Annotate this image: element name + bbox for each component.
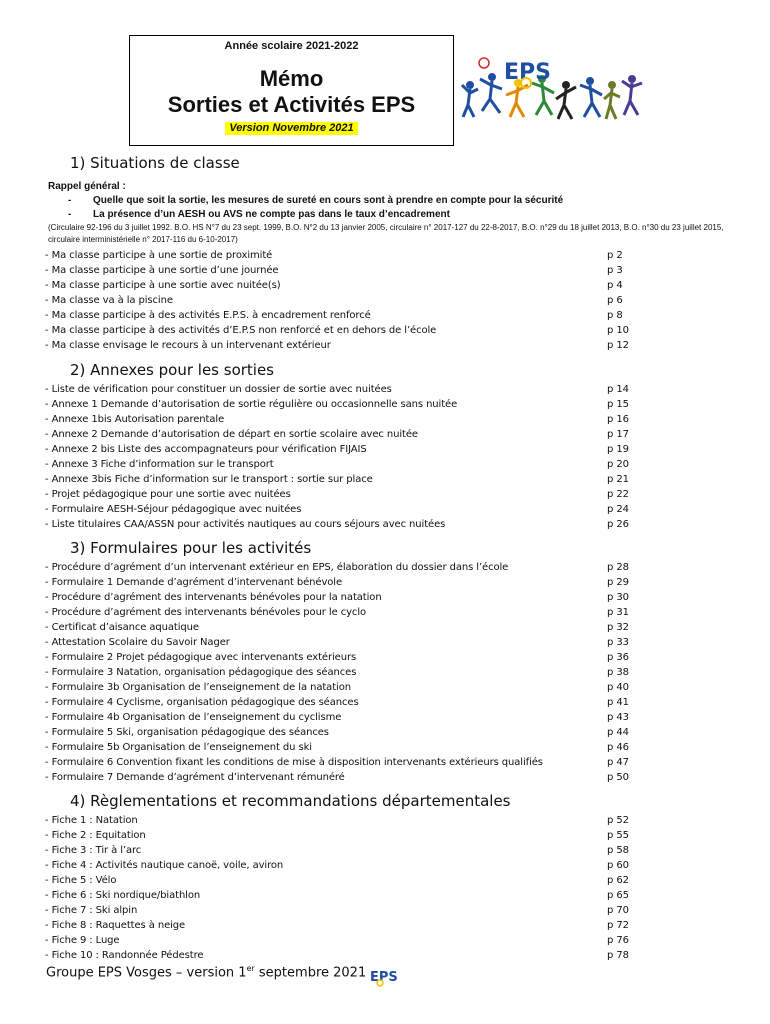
- toc-row: [45, 338, 645, 353]
- toc-page: p 55: [607, 830, 629, 841]
- toc-row: [45, 695, 645, 710]
- toc-row: [45, 487, 645, 502]
- toc-row: [45, 828, 645, 843]
- toc-row: [45, 442, 645, 457]
- section-1-list: [45, 248, 645, 353]
- toc-page: p 33: [607, 637, 629, 648]
- toc-page: p 78: [607, 950, 629, 961]
- toc-row: [45, 948, 645, 963]
- toc-page: p 19: [607, 444, 629, 455]
- section-2-list: [45, 382, 645, 532]
- toc-row: [45, 873, 645, 888]
- toc-page: p 43: [607, 712, 629, 723]
- toc-label: - Formulaire 7 Demande d’agrément d’intervenant rémunéré: [45, 772, 345, 783]
- toc-label: - Fiche 3 : Tir à l’arc: [45, 845, 142, 856]
- toc-label: - Liste de vérification pour constituer un dossier de sortie avec nuitées: [45, 384, 392, 395]
- toc-label: - Ma classe participe à des activités E.P.S. à encadrement renforcé: [45, 310, 371, 321]
- toc-row: [45, 412, 645, 427]
- school-year: Année scolaire 2021-2022: [224, 40, 359, 52]
- toc-label: - Procédure d’agrément des intervenants bénévoles pour la natation: [45, 592, 382, 603]
- toc-page: p 52: [607, 815, 629, 826]
- rappel-bullet: - Quelle que soit la sortie, les mesures de sureté en cours sont à prendre en compte pour la sécurité: [68, 195, 564, 206]
- toc-label: - Fiche 5 : Vélo: [45, 875, 117, 886]
- toc-label: - Formulaire 6 Convention fixant les conditions de mise à disposition intervenants extérieurs qualifiés: [45, 757, 543, 768]
- toc-page: p 22: [607, 489, 629, 500]
- toc-page: p 16: [607, 414, 629, 425]
- toc-page: p 6: [607, 295, 623, 306]
- toc-page: p 10: [607, 325, 629, 336]
- toc-row: [45, 457, 645, 472]
- toc-row: [45, 710, 645, 725]
- toc-page: p 65: [607, 890, 629, 901]
- toc-label: - Formulaire 1 Demande d’agrément d’intervenant bénévole: [45, 577, 343, 588]
- toc-row: [45, 560, 645, 575]
- toc-page: p 14: [607, 384, 629, 395]
- rappel-label: Rappel général :: [48, 181, 126, 192]
- toc-page: p 50: [607, 772, 629, 783]
- toc-label: - Annexe 2 bis Liste des accompagnateurs pour vérification FIJAIS: [45, 444, 367, 455]
- toc-page: p 60: [607, 860, 629, 871]
- toc-row: [45, 472, 645, 487]
- toc-row: [45, 888, 645, 903]
- toc-row: [45, 903, 645, 918]
- eps-logo: [460, 55, 650, 125]
- toc-label: - Ma classe va à la piscine: [45, 295, 173, 306]
- toc-label: - Fiche 10 : Randonnée Pédestre: [45, 950, 204, 961]
- toc-page: p 3: [607, 265, 623, 276]
- toc-row: [45, 308, 645, 323]
- toc-page: p 15: [607, 399, 629, 410]
- title-box: [129, 35, 454, 146]
- toc-row: [45, 933, 645, 948]
- toc-label: - Formulaire 2 Projet pédagogique avec intervenants extérieurs: [45, 652, 357, 663]
- version-badge: Version Novembre 2021: [225, 122, 357, 135]
- toc-page: p 20: [607, 459, 629, 470]
- toc-page: p 29: [607, 577, 629, 588]
- toc-row: [45, 278, 645, 293]
- toc-label: - Annexe 2 Demande d’autorisation de départ en sortie scolaire avec nuitée: [45, 429, 418, 440]
- toc-page: p 40: [607, 682, 629, 693]
- toc-page: p 46: [607, 742, 629, 753]
- logo-letters: EPS: [504, 60, 551, 85]
- toc-row: [45, 293, 645, 308]
- toc-page: p 28: [607, 562, 629, 573]
- toc-page: p 32: [607, 622, 629, 633]
- toc-page: p 72: [607, 920, 629, 931]
- toc-row: [45, 813, 645, 828]
- toc-label: - Formulaire 3b Organisation de l’enseignement de la natation: [45, 682, 351, 693]
- toc-row: [45, 590, 645, 605]
- toc-label: - Formulaire 5 Ski, organisation pédagogique des séances: [45, 727, 329, 738]
- toc-row: [45, 248, 645, 263]
- toc-label: - Formulaire AESH-Séjour pédagogique avec nuitées: [45, 504, 302, 515]
- toc-row: [45, 680, 645, 695]
- toc-label: - Annexe 1bis Autorisation parentale: [45, 414, 225, 425]
- toc-label: - Annexe 3bis Fiche d’information sur le transport : sortie sur place: [45, 474, 373, 485]
- toc-page: p 26: [607, 519, 629, 530]
- toc-label: - Fiche 2 : Equitation: [45, 830, 146, 841]
- toc-page: p 30: [607, 592, 629, 603]
- toc-page: p 36: [607, 652, 629, 663]
- toc-page: p 24: [607, 504, 629, 515]
- toc-row: [45, 575, 645, 590]
- toc-row: [45, 382, 645, 397]
- page-title: Mémo: [259, 66, 324, 91]
- toc-row: [45, 725, 645, 740]
- toc-label: - Projet pédagogique pour une sortie avec nuitées: [45, 489, 291, 500]
- toc-page: p 17: [607, 429, 629, 440]
- toc-page: p 8: [607, 310, 623, 321]
- toc-row: [45, 620, 645, 635]
- toc-row: [45, 427, 645, 442]
- toc-row: [45, 858, 645, 873]
- toc-label: - Certificat d’aisance aquatique: [45, 622, 199, 633]
- section-1-heading: 1) Situations de classe: [70, 154, 240, 172]
- toc-label: - Ma classe envisage le recours à un intervenant extérieur: [45, 340, 331, 351]
- toc-row: [45, 843, 645, 858]
- section-4-list: [45, 813, 645, 963]
- toc-row: [45, 770, 645, 785]
- section-4-heading: 4) Règlementations et recommandations départementales: [70, 792, 511, 810]
- athletes-silhouettes-icon: [462, 58, 642, 119]
- toc-page: p 4: [607, 280, 623, 291]
- toc-page: p 31: [607, 607, 629, 618]
- toc-row: [45, 755, 645, 770]
- circulaire-references: (Circulaire 92-196 du 3 juillet 1992. B.O. HS N°7 du 23 sept. 1999, B.O. N°2 du 13 janvier 2005, circulaire n° 2017-127 du 22-8-2017, B.O. n°29 du 18 juillet 2013, B.O. n°30 du 23 juillet 2015, circulaire interministérielle n° 2017-116 du 6-10-2017): [48, 223, 724, 244]
- toc-row: [45, 323, 645, 338]
- toc-label: - Fiche 4 : Activités nautique canoë, voile, aviron: [45, 860, 284, 871]
- toc-row: [45, 263, 645, 278]
- toc-label: - Ma classe participe à des activités d’E.P.S non renforcé et en dehors de l’école: [45, 325, 437, 336]
- toc-row: [45, 918, 645, 933]
- toc-label: - Ma classe participe à une sortie de proximité: [45, 250, 273, 261]
- eps-footer-logo-icon: [370, 966, 400, 988]
- toc-row: [45, 740, 645, 755]
- footer: Groupe EPS Vosges – version 1er septembre 2021: [46, 964, 367, 981]
- toc-label: - Fiche 7 : Ski alpin: [45, 905, 138, 916]
- toc-page: p 58: [607, 845, 629, 856]
- rappel-bullet: - La présence d’un AESH ou AVS ne compte pas dans le taux d’encadrement: [68, 209, 450, 220]
- toc-label: - Procédure d’agrément d’un intervenant extérieur en EPS, élaboration du dossier dans l’école: [45, 562, 509, 573]
- toc-label: - Fiche 6 : Ski nordique/biathlon: [45, 890, 201, 901]
- toc-page: p 21: [607, 474, 629, 485]
- toc-label: - Annexe 3 Fiche d’information sur le transport: [45, 459, 274, 470]
- section-2-heading: 2) Annexes pour les sorties: [70, 361, 275, 379]
- toc-row: [45, 665, 645, 680]
- toc-label: - Ma classe participe à une sortie d’une journée: [45, 265, 279, 276]
- toc-row: [45, 635, 645, 650]
- toc-row: [45, 397, 645, 412]
- svg-text:EPS: EPS: [370, 970, 398, 985]
- toc-label: - Ma classe participe à une sortie avec nuitée(s): [45, 280, 281, 291]
- toc-label: - Liste titulaires CAA/ASSN pour activités nautiques au cours séjours avec nuitées: [45, 519, 446, 530]
- toc-page: p 62: [607, 875, 629, 886]
- toc-label: - Fiche 9 : Luge: [45, 935, 120, 946]
- toc-page: p 76: [607, 935, 629, 946]
- toc-row: [45, 605, 645, 620]
- toc-page: p 2: [607, 250, 623, 261]
- toc-page: p 70: [607, 905, 629, 916]
- toc-label: - Formulaire 5b Organisation de l’enseignement du ski: [45, 742, 312, 753]
- toc-label: - Formulaire 4 Cyclisme, organisation pédagogique des séances: [45, 697, 359, 708]
- toc-label: - Annexe 1 Demande d’autorisation de sortie régulière ou occasionnelle sans nuitée: [45, 399, 458, 410]
- toc-page: p 47: [607, 757, 629, 768]
- toc-label: - Formulaire 4b Organisation de l’enseignement du cyclisme: [45, 712, 342, 723]
- page-subtitle: Sorties et Activités EPS: [167, 92, 416, 117]
- toc-label: - Fiche 1 : Natation: [45, 815, 138, 826]
- toc-label: - Procédure d’agrément des intervenants bénévoles pour le cyclo: [45, 607, 367, 618]
- toc-label: - Attestation Scolaire du Savoir Nager: [45, 637, 230, 648]
- toc-row: [45, 517, 645, 532]
- toc-label: - Fiche 8 : Raquettes à neige: [45, 920, 186, 931]
- toc-row: [45, 502, 645, 517]
- toc-page: p 41: [607, 697, 629, 708]
- section-3-list: [45, 560, 645, 785]
- toc-page: p 12: [607, 340, 629, 351]
- toc-page: p 38: [607, 667, 629, 678]
- toc-row: [45, 650, 645, 665]
- toc-label: - Formulaire 3 Natation, organisation pédagogique des séances: [45, 667, 357, 678]
- section-3-heading: 3) Formulaires pour les activités: [70, 539, 312, 557]
- toc-page: p 44: [607, 727, 629, 738]
